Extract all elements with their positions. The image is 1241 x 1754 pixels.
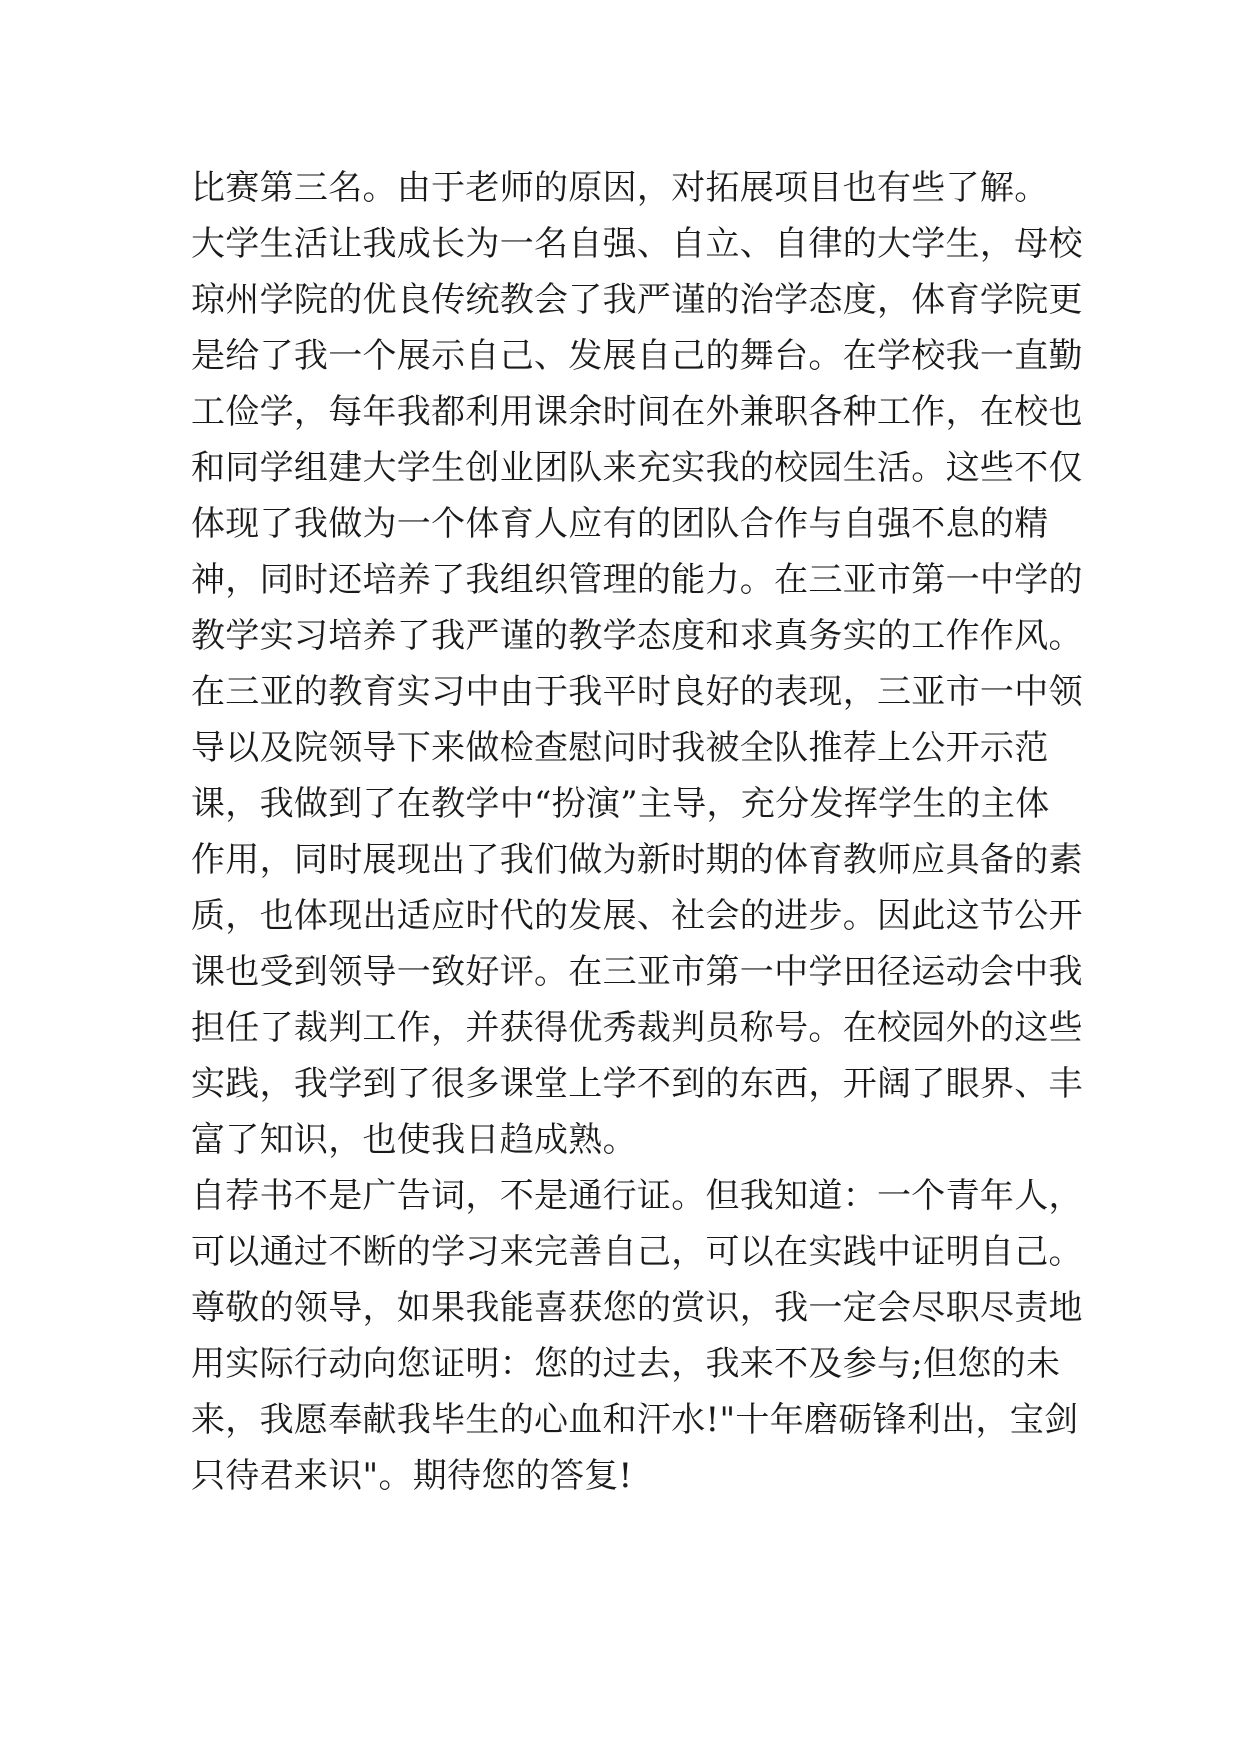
text-line: 用实际行动向您证明：您的过去，我来不及参与;但您的未 bbox=[191, 1344, 1061, 1384]
text-line: 富了知识，也使我日趋成熟。 bbox=[191, 1120, 637, 1160]
text-line: 神，同时还培养了我组织管理的能力。在三亚市第一中学的 bbox=[191, 560, 1083, 600]
letter-body bbox=[191, 160, 1083, 1504]
text-line: 担任了裁判工作，并获得优秀裁判员称号。在校园外的这些 bbox=[191, 1008, 1083, 1048]
text-line: 课，我做到了在教学中“扮演”主导，充分发挥学生的主体 bbox=[191, 784, 1050, 824]
text-line: 比赛第三名。由于老师的原因，对拓展项目也有些了解。 bbox=[191, 168, 1049, 208]
text-line: 课也受到领导一致好评。在三亚市第一中学田径运动会中我 bbox=[191, 952, 1083, 992]
text-line: 作用，同时展现出了我们做为新时期的体育教师应具备的素 bbox=[191, 840, 1083, 880]
text-line: 可以通过不断的学习来完善自己，可以在实践中证明自己。 bbox=[191, 1232, 1083, 1272]
text-line: 工俭学，每年我都利用课余时间在外兼职各种工作，在校也 bbox=[191, 392, 1083, 432]
text-line: 在三亚的教育实习中由于我平时良好的表现，三亚市一中领 bbox=[191, 672, 1083, 712]
text-line: 自荐书不是广告词，不是通行证。但我知道：一个青年人， bbox=[191, 1176, 1083, 1216]
text-line: 是给了我一个展示自己、发展自己的舞台。在学校我一直勤 bbox=[191, 336, 1083, 376]
text-line: 只待君来识"。期待您的答复! bbox=[191, 1456, 633, 1496]
text-line: 大学生活让我成长为一名自强、自立、自律的大学生，母校 bbox=[191, 224, 1083, 264]
text-line: 琼州学院的优良传统教会了我严谨的治学态度，体育学院更 bbox=[191, 280, 1083, 320]
text-line: 教学实习培养了我严谨的教学态度和求真务实的工作作风。 bbox=[191, 616, 1083, 656]
text-line: 实践，我学到了很多课堂上学不到的东西，开阔了眼界、丰 bbox=[191, 1064, 1083, 1104]
text-line: 质，也体现出适应时代的发展、社会的进步。因此这节公开 bbox=[191, 896, 1083, 936]
text-line: 来，我愿奉献我毕生的心血和汗水!"十年磨砺锋利出，宝剑 bbox=[191, 1400, 1079, 1440]
text-line: 体现了我做为一个体育人应有的团队合作与自强不息的精 bbox=[191, 504, 1049, 544]
text-line: 尊敬的领导，如果我能喜获您的赏识，我一定会尽职尽责地 bbox=[191, 1288, 1083, 1328]
text-line: 和同学组建大学生创业团队来充实我的校园生活。这些不仅 bbox=[191, 448, 1083, 488]
text-line: 导以及院领导下来做检查慰问时我被全队推荐上公开示范 bbox=[191, 728, 1049, 768]
